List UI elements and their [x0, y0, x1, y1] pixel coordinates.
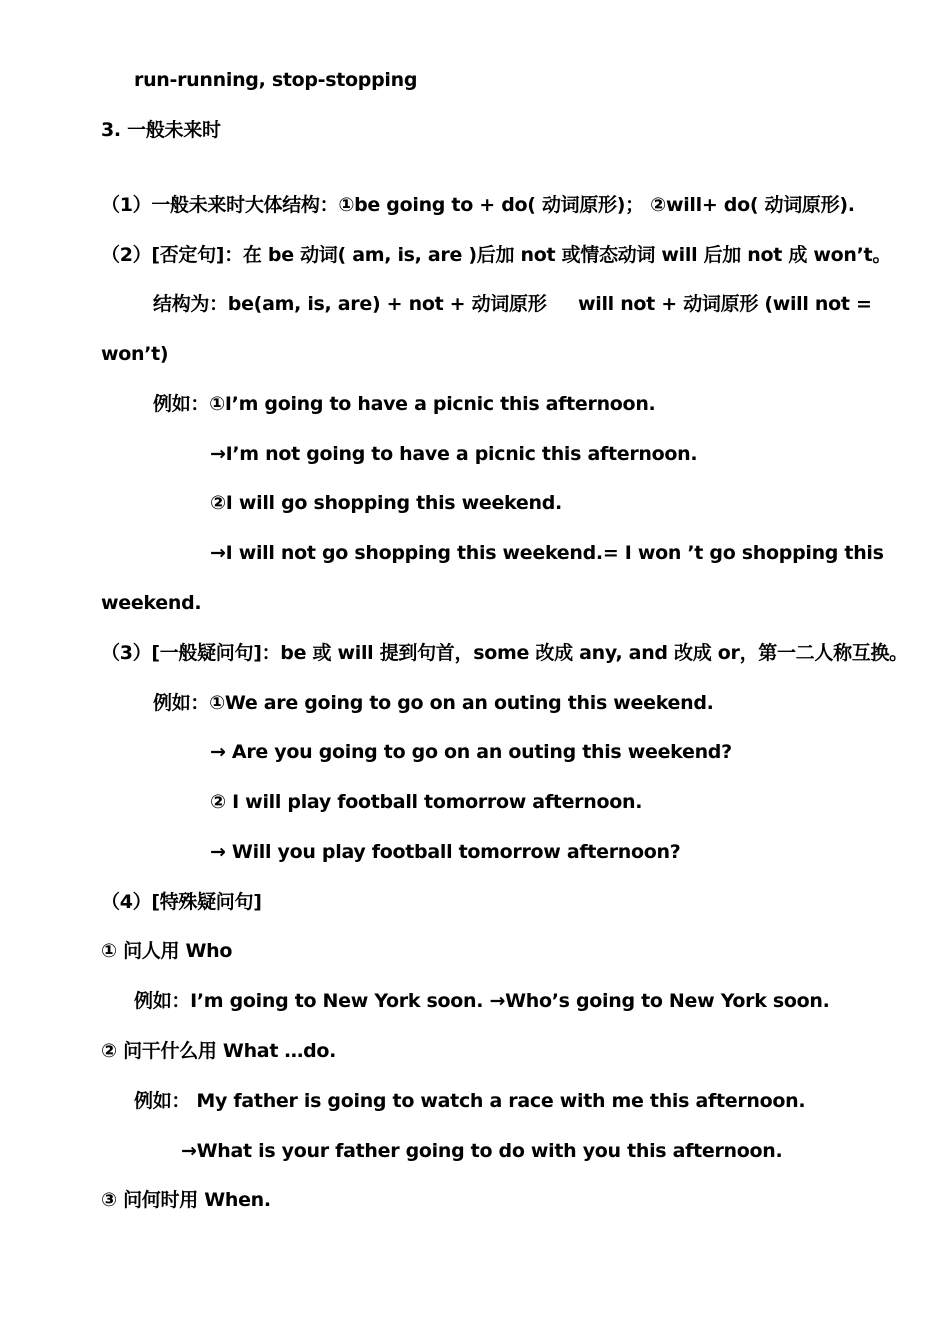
example-line: → Will you play football tomorrow afternoon?	[210, 841, 681, 863]
text-line: will not + 动词原形 (will not =	[578, 293, 872, 315]
example-line: →I’m not going to have a picnic this afternoon.	[210, 443, 698, 465]
example-line: 例如：①We are going to go on an outing this weekend.	[153, 692, 714, 714]
example-line: ②I will go shopping this weekend.	[210, 492, 562, 514]
text-line: （4）[特殊疑问句]	[101, 891, 262, 913]
text-line: ② 问干什么用 What …do.	[101, 1040, 337, 1062]
text-line: weekend.	[101, 592, 202, 614]
text-line: （1）一般未来时大体结构：①be going to + do( 动词原形)； ②will+ do( 动词原形).	[101, 194, 855, 216]
text-line: run-running, stop-stopping	[134, 69, 418, 91]
text-line: （2）[否定句]：在 be 动词( am, is, are )后加 not 或情态动词 will 后加 not 成 won’t。	[101, 244, 892, 266]
example-line: →I will not go shopping this weekend.= I won ’t go shopping this	[210, 542, 884, 564]
example-line: → Are you going to go on an outing this weekend?	[210, 741, 732, 763]
example-line: ② I will play football tomorrow afternoon.	[210, 791, 643, 813]
example-line: 例如：I’m going to New York soon. →Who’s going to New York soon.	[134, 990, 830, 1012]
example-line: 例如：①I’m going to have a picnic this afternoon.	[153, 393, 656, 415]
example-line: 例如： My father is going to watch a race with me this afternoon.	[134, 1090, 806, 1112]
text-line: 结构为：be(am, is, are) + not + 动词原形	[153, 293, 547, 315]
text-line: won’t)	[101, 343, 169, 365]
text-line: （3）[一般疑问句]：be 或 will 提到句首，some 改成 any, and 改成 or，第一二人称互换。	[101, 642, 908, 664]
section-heading: 3. 一般未来时	[101, 119, 221, 141]
text-line: ① 问人用 Who	[101, 940, 233, 962]
text-line: ③ 问何时用 When.	[101, 1189, 271, 1211]
example-line: →What is your father going to do with you this afternoon.	[181, 1140, 783, 1162]
